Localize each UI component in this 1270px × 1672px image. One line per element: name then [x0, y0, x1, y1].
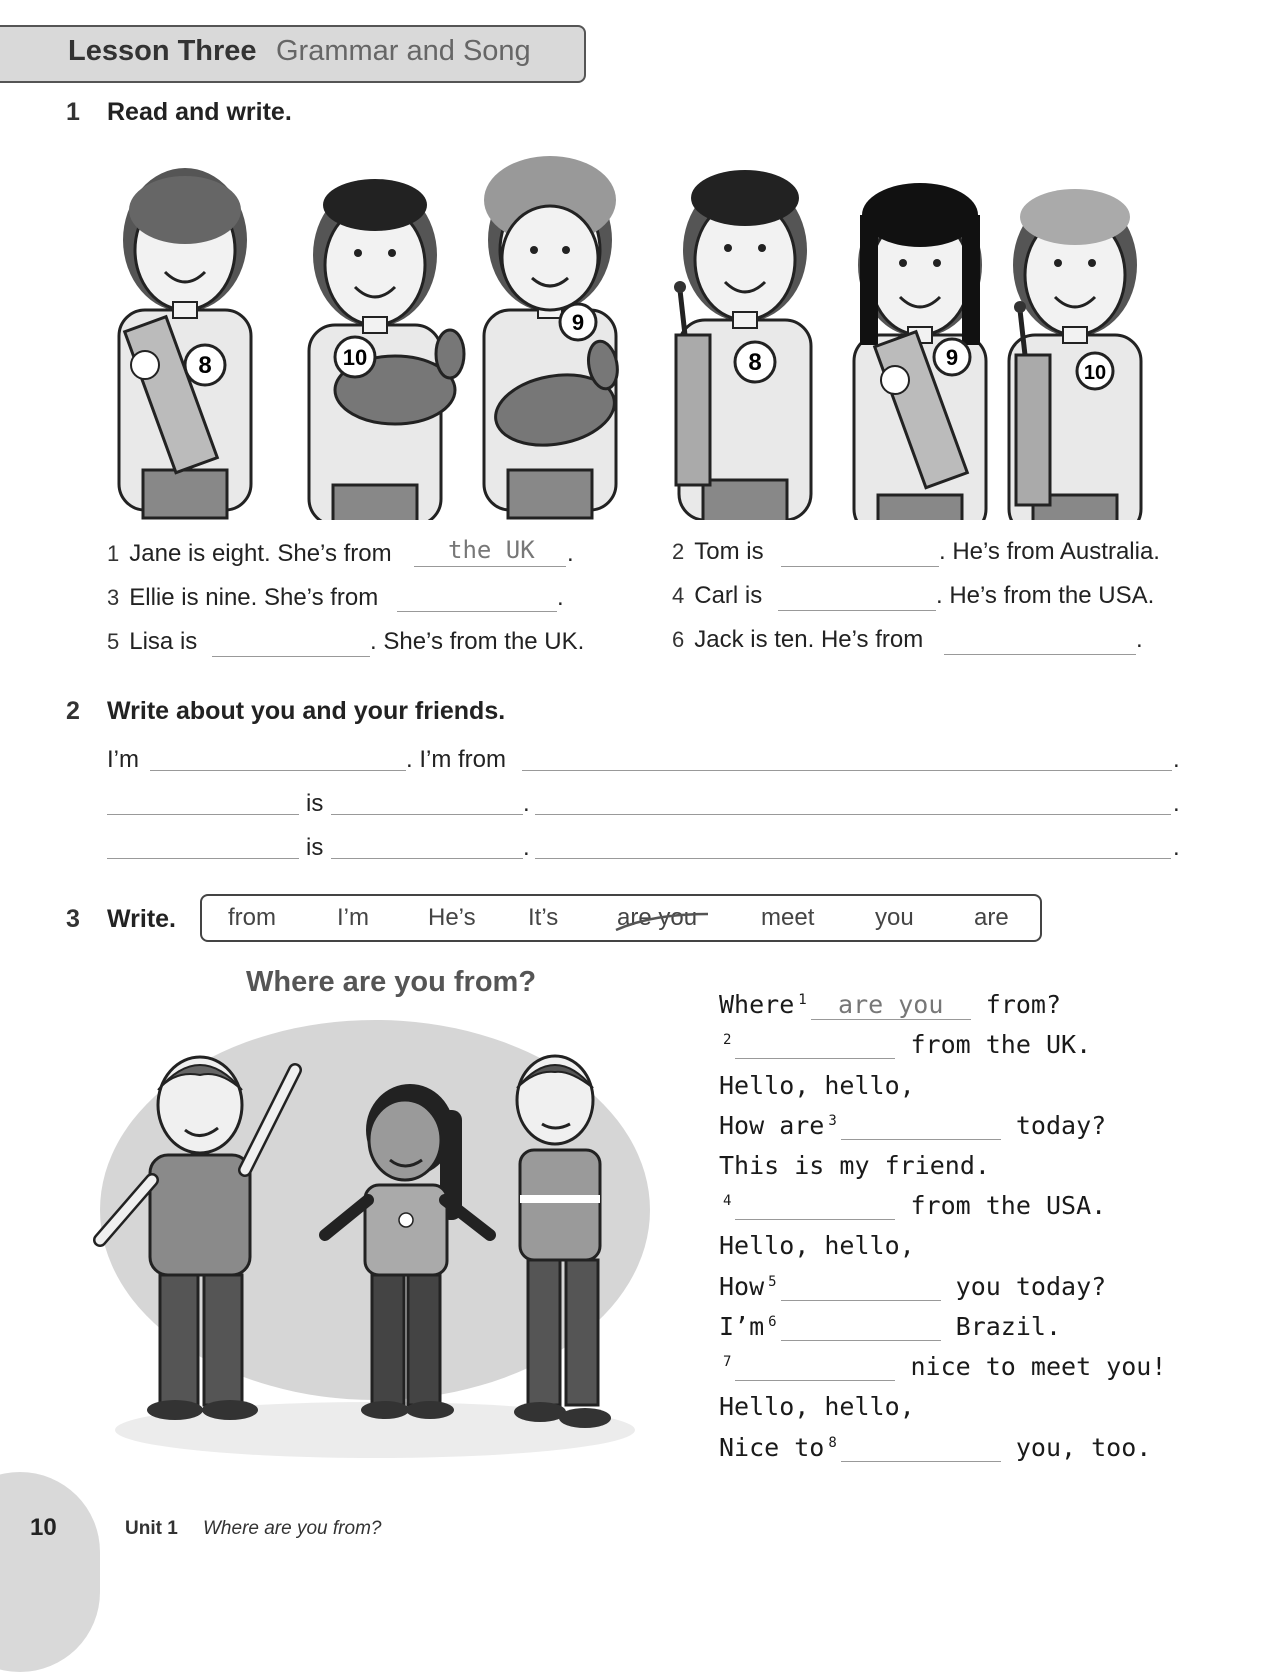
song-line-7: Hello, hello,: [719, 1231, 915, 1260]
song-answer-2[interactable]: [735, 1032, 895, 1059]
child-carl: [674, 170, 811, 520]
ex1-item-5: 5 Lisa is: [107, 628, 198, 655]
word-from: from: [228, 904, 276, 931]
song-line-12: Nice to $^8$ you, too.: [719, 1433, 1152, 1462]
ex1-item-1-end: .: [567, 540, 574, 567]
shirt-number: 9: [945, 345, 959, 370]
ex1-answer-line-3[interactable]: [397, 611, 557, 612]
ex1-answer-line-2[interactable]: [781, 566, 939, 567]
shirt-number: 9: [571, 310, 585, 335]
shirt-number: 10: [1083, 362, 1107, 384]
ex2-friend-2-age-line[interactable]: [331, 858, 523, 859]
ex1-item-6: 6 Jack is ten. He’s from: [672, 626, 924, 653]
child-jane: [119, 168, 251, 518]
ex2-im-from: . I’m from: [406, 746, 506, 773]
ex2-friend-1-country-line[interactable]: [535, 814, 1171, 815]
song-line-9: I’m $^6$ Brazil.: [719, 1312, 1062, 1341]
child-lisa: [854, 183, 986, 520]
ex1-item-4-end: . He’s from the USA.: [936, 582, 1155, 609]
ex1-answer-line-6[interactable]: [944, 654, 1136, 655]
ex1-item-1: 1 Jane is eight. She’s from: [107, 540, 392, 567]
song-answer-1[interactable]: are you: [811, 990, 971, 1020]
shirt-number: 8: [198, 352, 212, 379]
song-line-5: This is my friend.: [719, 1151, 990, 1180]
ex1-item-2-end: . He’s from Australia.: [939, 538, 1160, 565]
child-tom: [309, 179, 464, 520]
ex2-is-1: is: [306, 790, 324, 817]
ex1-item-4: 4 Carl is: [672, 582, 763, 609]
song-line-4: How are $^3$ today?: [719, 1111, 1107, 1140]
song-answer-3[interactable]: [841, 1113, 1001, 1140]
ex2-friend-1-age-line[interactable]: [331, 814, 523, 815]
child-ellie: [484, 156, 629, 518]
song-answer-8[interactable]: [841, 1435, 1001, 1462]
ex2-dot-3: .: [1173, 790, 1180, 817]
ex2-im: I’m: [107, 746, 139, 773]
word-its: It’s: [528, 904, 559, 931]
children-illustration: [90, 145, 1150, 520]
unit-label: Unit 1: [125, 1518, 178, 1539]
word-are: are: [974, 904, 1009, 931]
ex1-answer-1: the UK: [448, 536, 535, 564]
ex1-item-5-end: . She’s from the UK.: [370, 628, 585, 655]
exercise-2-number: 2: [66, 697, 80, 725]
exercise-1-title: Read and write.: [107, 98, 292, 126]
song-line-2: $^2$ from the UK.: [723, 1030, 1092, 1059]
strike-through-mark: [612, 910, 712, 934]
exercise-3-number: 3: [66, 905, 80, 933]
ex2-dot-2: .: [523, 790, 530, 817]
song-answer-7[interactable]: [735, 1354, 895, 1381]
ex2-is-2: is: [306, 834, 324, 861]
lesson-subtitle: Grammar and Song: [276, 35, 531, 67]
page-number-tab: [0, 1472, 100, 1672]
ex2-friend-1-name-line[interactable]: [107, 814, 299, 815]
lesson-title: Lesson Three: [68, 35, 257, 67]
song-line-1: Where $^1$ are you from?: [719, 990, 1062, 1019]
ex1-answer-line-5[interactable]: [212, 656, 370, 657]
ex2-friend-2-country-line[interactable]: [535, 858, 1171, 859]
word-you: you: [875, 904, 914, 931]
song-answer-5[interactable]: [781, 1274, 941, 1301]
ex1-item-3: 3 Ellie is nine. She’s from: [107, 584, 379, 611]
unit-title: Where are you from?: [203, 1518, 382, 1539]
word-hes: He’s: [428, 904, 476, 931]
word-are-you-struck: are you: [617, 904, 698, 931]
ex2-country-line[interactable]: [522, 770, 1172, 771]
song-title: Where are you from?: [246, 966, 537, 998]
ex2-dot-1: .: [1173, 746, 1180, 773]
ex2-name-line[interactable]: [150, 770, 406, 771]
shirt-number: 10: [342, 345, 368, 370]
word-meet: meet: [761, 904, 815, 931]
exercise-1-number: 1: [66, 98, 80, 126]
page-number: 10: [30, 1514, 57, 1541]
ex1-answer-line-4[interactable]: [778, 610, 936, 611]
ex2-dot-4: .: [523, 834, 530, 861]
ex1-item-3-end: .: [557, 584, 564, 611]
song-line-10: $^7$ nice to meet you!: [723, 1352, 1167, 1381]
song-line-6: $^4$ from the USA.: [723, 1191, 1107, 1220]
song-line-11: Hello, hello,: [719, 1392, 915, 1421]
ex2-friend-2-name-line[interactable]: [107, 858, 299, 859]
ex2-dot-5: .: [1173, 834, 1180, 861]
song-answer-4[interactable]: [735, 1193, 895, 1220]
child-jack: [1009, 189, 1141, 520]
exercise-2-title: Write about you and your friends.: [107, 697, 506, 725]
ex1-item-2: 2 Tom is: [672, 538, 764, 565]
song-illustration: [80, 1020, 670, 1470]
exercise-3-title: Write.: [107, 905, 176, 933]
shirt-number: 8: [748, 349, 762, 376]
song-answer-6[interactable]: [781, 1314, 941, 1341]
ex1-item-6-end: .: [1136, 626, 1143, 653]
song-line-3: Hello, hello,: [719, 1071, 915, 1100]
song-line-8: How $^5$ you today?: [719, 1272, 1107, 1301]
word-im: I’m: [337, 904, 369, 931]
ex1-answer-line-1[interactable]: [414, 566, 566, 567]
